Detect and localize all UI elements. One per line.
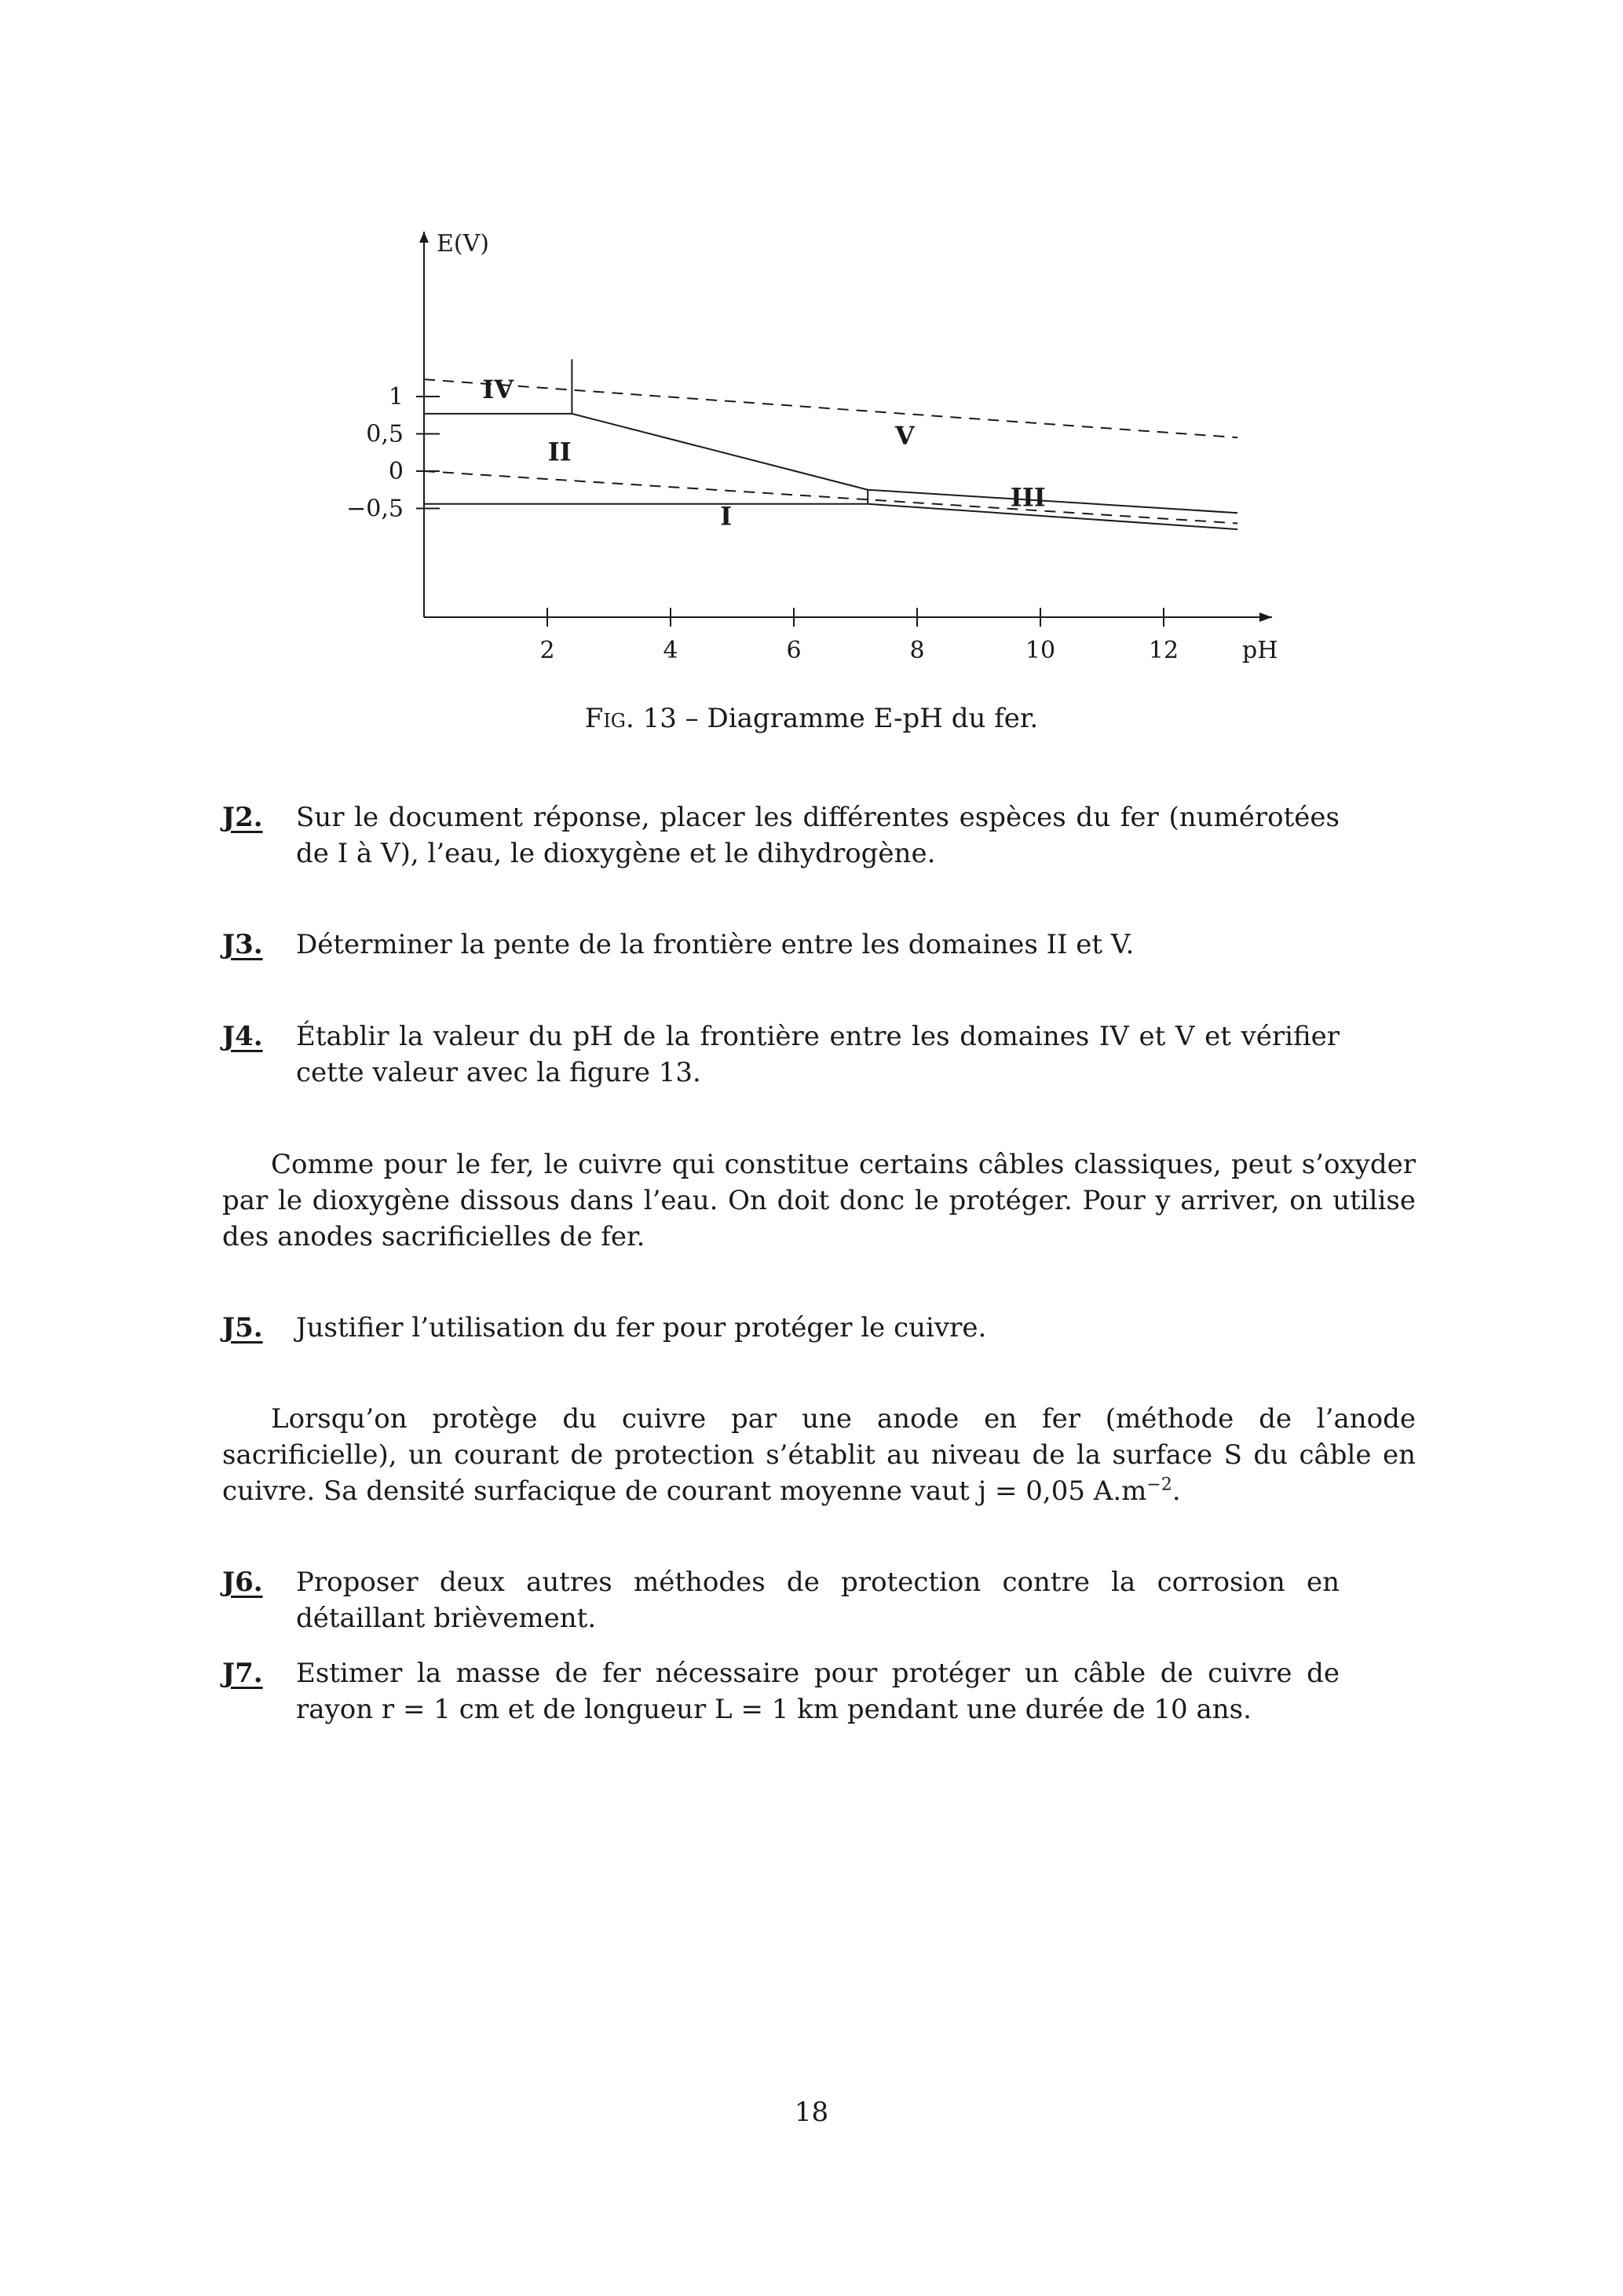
page-number: 18 bbox=[794, 2097, 829, 2128]
x-tick-label: 6 bbox=[786, 637, 802, 664]
question-text: Proposer deux autres méthodes de protection contre la corrosion en détaillant brièvement. bbox=[296, 1567, 1340, 1634]
water-line bbox=[424, 471, 1237, 524]
y-tick-label: −0,5 bbox=[346, 495, 404, 523]
caption-text: 13 – Diagramme E-pH du fer. bbox=[642, 703, 1039, 734]
x-tick-label: 8 bbox=[909, 637, 925, 664]
question-j7 bbox=[222, 1655, 1340, 1727]
e-ph-diagram bbox=[0, 0, 1623, 691]
y-axis-label: E(V) bbox=[437, 230, 489, 258]
boundary-line bbox=[868, 490, 1237, 513]
x-tick-label: 2 bbox=[539, 637, 555, 664]
question-label: J3. bbox=[222, 929, 263, 960]
domain-label: IV bbox=[482, 374, 514, 404]
question-label: J5. bbox=[222, 1312, 263, 1344]
question-j5 bbox=[222, 1310, 1340, 1346]
y-tick-label: 0 bbox=[388, 458, 404, 485]
paragraph-protection bbox=[222, 1401, 1416, 1509]
question-j6 bbox=[222, 1564, 1340, 1636]
domain-label: V bbox=[894, 420, 915, 451]
water-stability-lines bbox=[424, 379, 1237, 523]
domain-label: III bbox=[1010, 482, 1046, 513]
x-axis-arrow bbox=[1259, 612, 1272, 622]
question-label: J4. bbox=[222, 1021, 263, 1052]
paragraph-text: Lorsqu’on protège du cuivre par une anode en fer (méthode de l’anode sacrificielle), un courant de protection s’établit au niveau de la surface S du câble en cuivre. Sa densité surfacique de courant moyenne vaut j = 0,05 A.m bbox=[222, 1403, 1416, 1507]
paragraph-cuivre: Comme pour le fer, le cuivre qui constitue certains câbles classiques, peut s’oxyder par le dioxygène dissous dans l’eau. On doit donc le protéger. Pour y arriver, on utilise des anodes sacrificielles de fer. bbox=[222, 1149, 1416, 1252]
question-j3 bbox=[222, 927, 1340, 963]
question-text: Justifier l’utilisation du fer pour protéger le cuivre. bbox=[296, 1312, 987, 1344]
figure-caption bbox=[0, 703, 1623, 734]
water-line bbox=[424, 379, 1237, 437]
caption-prefix: Fig. bbox=[584, 703, 634, 734]
boundary-line bbox=[868, 504, 1237, 529]
question-text: Sur le document réponse, placer les différentes espèces du fer (numérotées de I à V), l’eau, le dioxygène et le dihydrogène. bbox=[296, 802, 1340, 869]
question-text: Déterminer la pente de la frontière entre les domaines II et V. bbox=[296, 929, 1135, 960]
domain-label: II bbox=[547, 437, 572, 467]
domain-labels bbox=[482, 375, 1045, 532]
x-tick-label: 10 bbox=[1025, 637, 1056, 664]
y-tick-label: 1 bbox=[388, 383, 404, 411]
question-label: J7. bbox=[222, 1658, 263, 1689]
boundary-line bbox=[572, 414, 868, 490]
domain-boundaries bbox=[424, 360, 1237, 530]
x-tick-label: 4 bbox=[663, 637, 678, 664]
question-label: J6. bbox=[222, 1567, 263, 1598]
y-tick-label: 0,5 bbox=[366, 420, 404, 448]
exponent: −2 bbox=[1146, 1475, 1172, 1495]
question-label: J2. bbox=[222, 802, 263, 833]
axis-ticks bbox=[346, 383, 1179, 664]
question-j4 bbox=[222, 1018, 1340, 1091]
x-tick-label: 12 bbox=[1148, 637, 1179, 664]
question-text: Établir la valeur du pH de la frontière entre les domaines IV et V et vérifier cette valeur avec la figure 13. bbox=[296, 1021, 1340, 1088]
question-j2 bbox=[222, 799, 1340, 872]
question-text: Estimer la masse de fer nécessaire pour protéger un câble de cuivre de rayon r = 1 cm et de longueur L = 1 km pendant une durée de 10 ans. bbox=[296, 1658, 1340, 1725]
domain-label: I bbox=[720, 501, 733, 532]
x-axis-label: pH bbox=[1242, 637, 1278, 664]
paragraph-end: . bbox=[1172, 1475, 1181, 1507]
y-axis-arrow bbox=[419, 232, 429, 243]
